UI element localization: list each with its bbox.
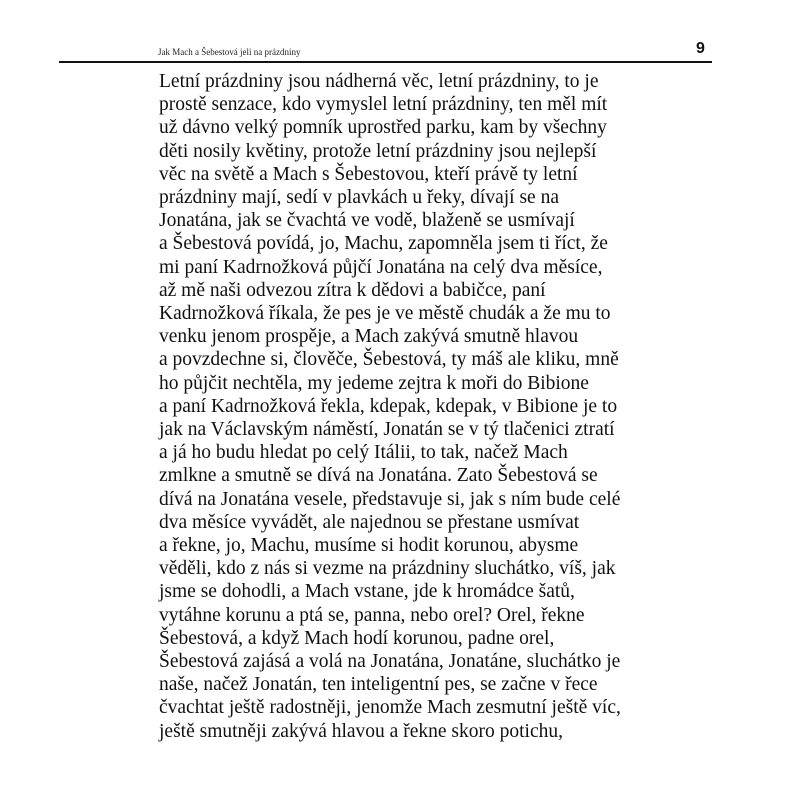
page-number: 9 bbox=[696, 40, 705, 57]
text-line: Šebestová zajásá a volá na Jonatána, Jonatáne, sluchátko je bbox=[159, 651, 621, 673]
text-line: mi paní Kadrnožková půjčí Jonatána na celý dva měsíce, bbox=[159, 256, 603, 278]
running-head-title: Jak Mach a Šebestová jeli na prázdniny bbox=[158, 47, 301, 57]
text-line: už dávno velký pomník uprostřed parku, kam by všechny bbox=[159, 117, 607, 139]
text-line: dívá na Jonatána vesele, představuje si, jak s ním bude celé bbox=[159, 488, 621, 510]
body-paragraph bbox=[159, 70, 719, 743]
text-line: a Šebestová povídá, jo, Machu, zapomněla jsem ti říct, že bbox=[159, 233, 608, 255]
text-line: a povzdechne si, člověče, Šebestová, ty máš ale kliku, mně bbox=[159, 349, 619, 371]
text-line: Kadrnožková říkala, že pes je ve městě chudák a že mu to bbox=[159, 303, 611, 325]
text-line: Letní prázdniny jsou nádherná věc, letní prázdniny, to je bbox=[159, 71, 599, 92]
text-line: a paní Kadrnožková řekla, kdepak, kdepak, v Bibione je to bbox=[159, 395, 618, 417]
text-line: venku jenom prospěje, a Mach zakývá smutně hlavou bbox=[159, 326, 579, 348]
text-line: ještě smutněji zakývá hlavou a řekne skoro potichu, bbox=[159, 720, 563, 742]
text-line: dva měsíce vyvádět, ale najednou se přestane usmívat bbox=[159, 511, 580, 533]
text-line: jak na Václavským náměstí, Jonatán se v tý tlačenici ztratí bbox=[159, 419, 615, 441]
text-line: naše, načež Jonatán, ten inteligentní pes, se začne v řece bbox=[159, 674, 598, 696]
text-line: čvachtat ještě radostněji, jenomže Mach zesmutní ještě víc, bbox=[159, 697, 621, 719]
text-line: a řekne, jo, Machu, musíme si hodit korunou, abysme bbox=[159, 535, 579, 557]
header-rule bbox=[59, 61, 712, 63]
text-line: ho půjčit nechtěla, my jedeme zejtra k moři do Bibione bbox=[159, 372, 589, 394]
text-line: prostě senzace, kdo vymyslel letní prázdniny, ten měl mít bbox=[159, 94, 608, 116]
text-line: jsme se dohodli, a Mach vstane, jde k hromádce šatů, bbox=[159, 581, 575, 603]
text-line: děti nosily květiny, protože letní prázdniny jsou nejlepší bbox=[159, 140, 597, 162]
text-line: vytáhne korunu a ptá se, panna, nebo orel? Orel, řekne bbox=[159, 604, 585, 626]
text-line: věděli, kdo z nás si vezme na prázdniny sluchátko, víš, jak bbox=[159, 558, 616, 580]
text-line: zmlkne a smutně se dívá na Jonatána. Zato Šebestová se bbox=[159, 465, 598, 487]
text-line: Šebestová, a když Mach hodí korunou, padne orel, bbox=[159, 627, 555, 649]
text-line: a já ho budu hledat po celý Itálii, to tak, načež Mach bbox=[159, 442, 568, 464]
text-line: až mě naši odvezou zítra k dědovi a babičce, paní bbox=[159, 279, 546, 301]
text-line: věc na světě a Mach s Šebestovou, kteří právě ty letní bbox=[159, 163, 578, 185]
text-line: prázdniny mají, sedí v plavkách u řeky, dívají se na bbox=[159, 187, 559, 209]
text-line: Jonatána, jak se čvachtá ve vodě, blaženě se usmívají bbox=[159, 210, 575, 232]
